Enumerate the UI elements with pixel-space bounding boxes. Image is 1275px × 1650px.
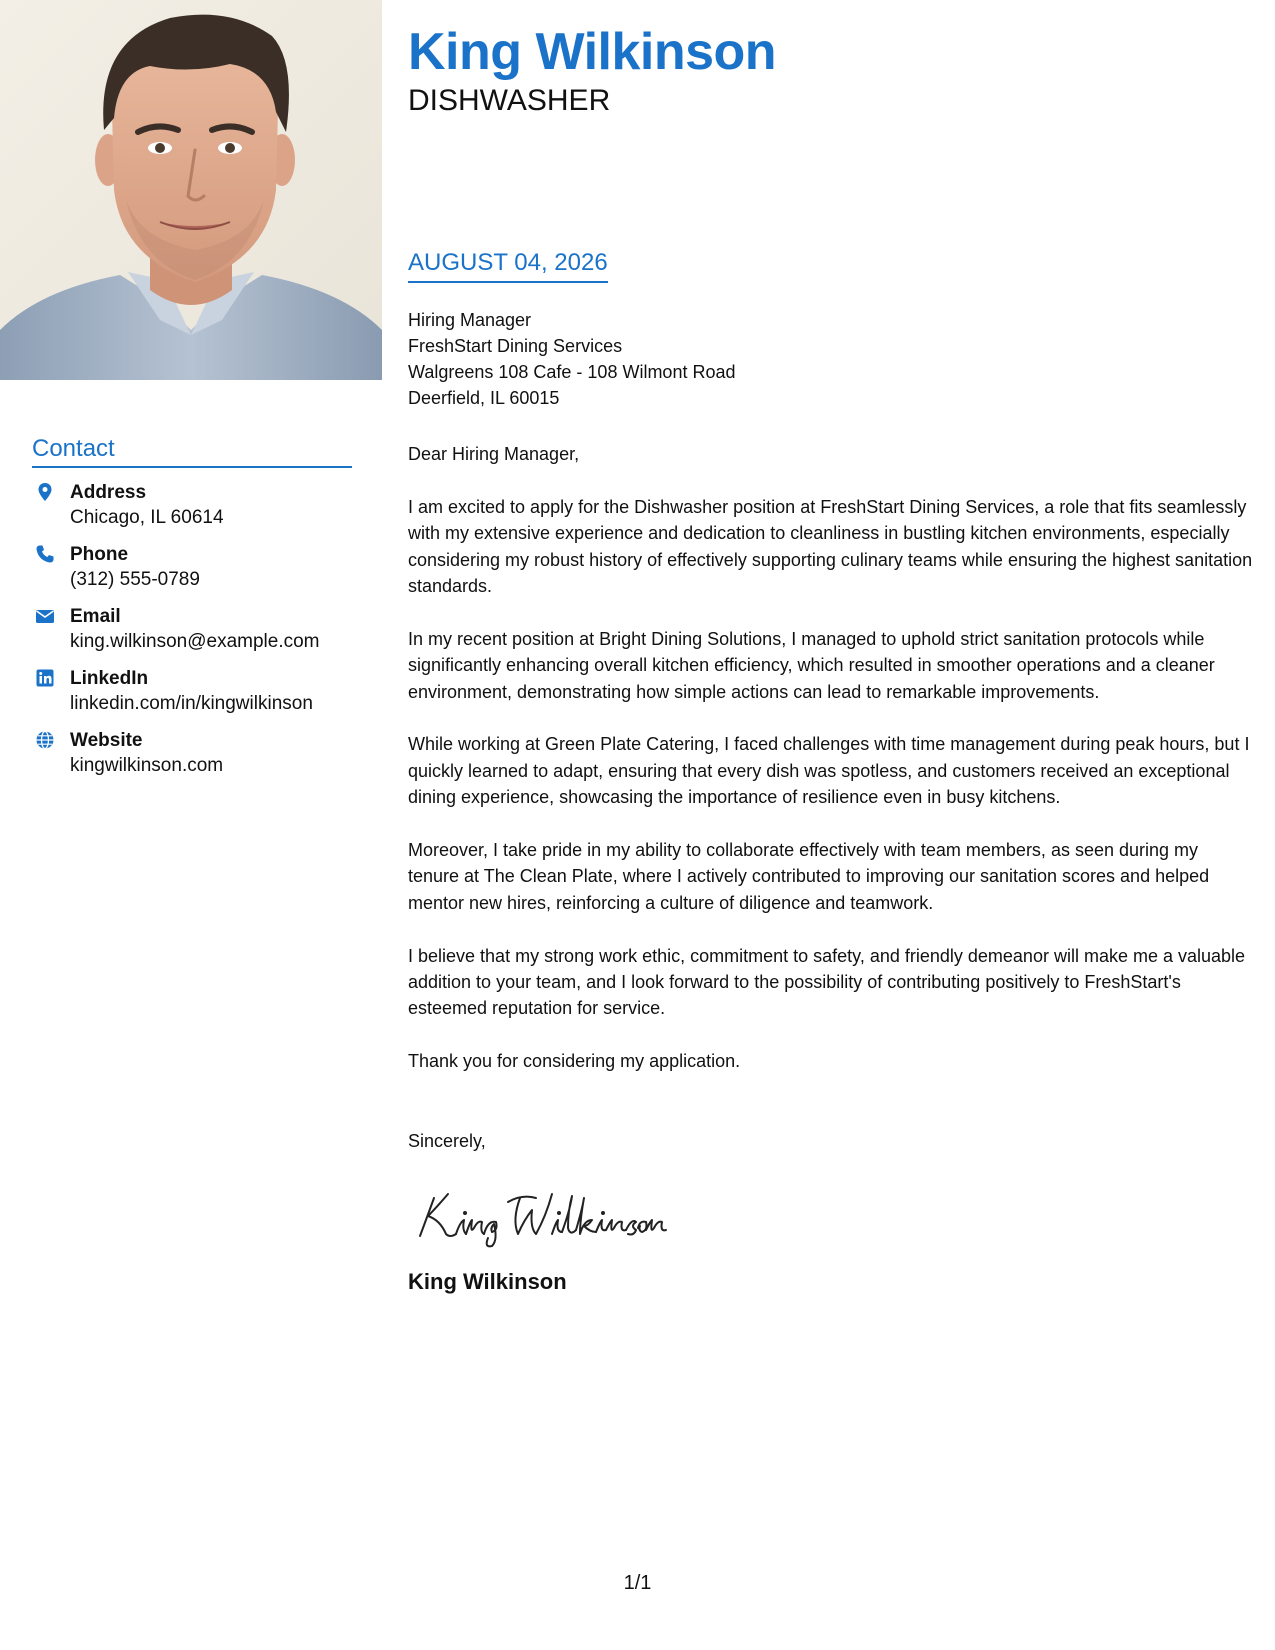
profile-photo (0, 0, 382, 380)
envelope-icon (35, 606, 55, 626)
website-link[interactable]: kingwilkinson.com (70, 755, 224, 776)
linkedin-link[interactable]: linkedin.com/in/kingwilkinson (70, 693, 313, 714)
recipient-line: Hiring Manager (408, 310, 532, 330)
contact-value: (312) 555-0789 (70, 569, 200, 590)
phone-icon (35, 544, 55, 564)
letter-paragraph: While working at Green Plate Catering, I faced challenges with time management during peak hours, but I quickly learned to adapt, ensuring that every dish was spotless, and customers received an exceptional dining experience, showcasing the importance of resilience even in busy kitchens. (408, 734, 1250, 808)
recipient-line: Deerfield, IL 60015 (408, 388, 560, 408)
contact-label: Address (70, 482, 147, 503)
email-link[interactable]: king.wilkinson@example.com (70, 631, 320, 652)
recipient-line: FreshStart Dining Services (408, 336, 623, 356)
linkedin-icon (35, 668, 55, 688)
signer-name: King Wilkinson (408, 1269, 567, 1294)
contact-list (32, 480, 352, 778)
job-title: DISHWASHER (408, 84, 611, 117)
signature-image (412, 1180, 672, 1250)
contact-label: Website (70, 730, 143, 751)
letter-paragraph: Thank you for considering my application. (408, 1051, 741, 1072)
page-number: 1/1 (623, 1572, 652, 1594)
contact-value: Chicago, IL 60614 (70, 507, 224, 528)
recipient-block (408, 307, 736, 411)
map-pin-icon (35, 482, 55, 502)
letter-paragraph: I am excited to apply for the Dishwasher position at FreshStart Dining Services, a role that fits seamlessly with my extensive experience and dedication to cleanliness in bustling kitchen environments, especially considering my robust history of effectively supporting culinary teams while ensuring the highest sanitation standards. (408, 496, 1253, 597)
letter-paragraph: In my recent position at Bright Dining Solutions, I managed to uphold strict sanitation protocols while significantly enhancing overall kitchen efficiency, which resulted in smoother operations and a cleaner environment, demonstrating how simple actions can lead to remarkable improvements. (408, 628, 1215, 702)
salutation: Dear Hiring Manager, (408, 444, 580, 464)
contact-label: LinkedIn (70, 668, 149, 689)
closing: Sincerely, (408, 1131, 486, 1151)
letter-paragraph: I believe that my strong work ethic, commitment to safety, and friendly demeanor will make me a valuable addition to your team, and I look forward to the possibility of contributing positively to FreshStart's esteemed reputation for service. (408, 945, 1246, 1019)
contact-item-address (32, 480, 352, 530)
contact-item-linkedin (32, 666, 352, 716)
letter-body (408, 441, 1253, 1101)
contact-label: Email (70, 606, 121, 627)
applicant-name: King Wilkinson (408, 23, 777, 81)
contact-sidebar (32, 434, 352, 790)
letter-date: AUGUST 04, 2026 (408, 247, 608, 283)
contact-item-website (32, 728, 352, 778)
letter-paragraph: Moreover, I take pride in my ability to collaborate effectively with team members, as seen during my tenure at The Clean Plate, where I actively contributed to improving our sanitation scores and helped mentor new hires, reinforcing a culture of diligence and teamwork. (408, 840, 1210, 913)
contact-item-email (32, 604, 352, 654)
recipient-line: Walgreens 108 Cafe - 108 Wilmont Road (408, 362, 736, 382)
contact-heading: Contact (32, 434, 352, 468)
globe-icon (35, 730, 55, 750)
contact-item-phone (32, 542, 352, 592)
contact-label: Phone (70, 544, 129, 565)
